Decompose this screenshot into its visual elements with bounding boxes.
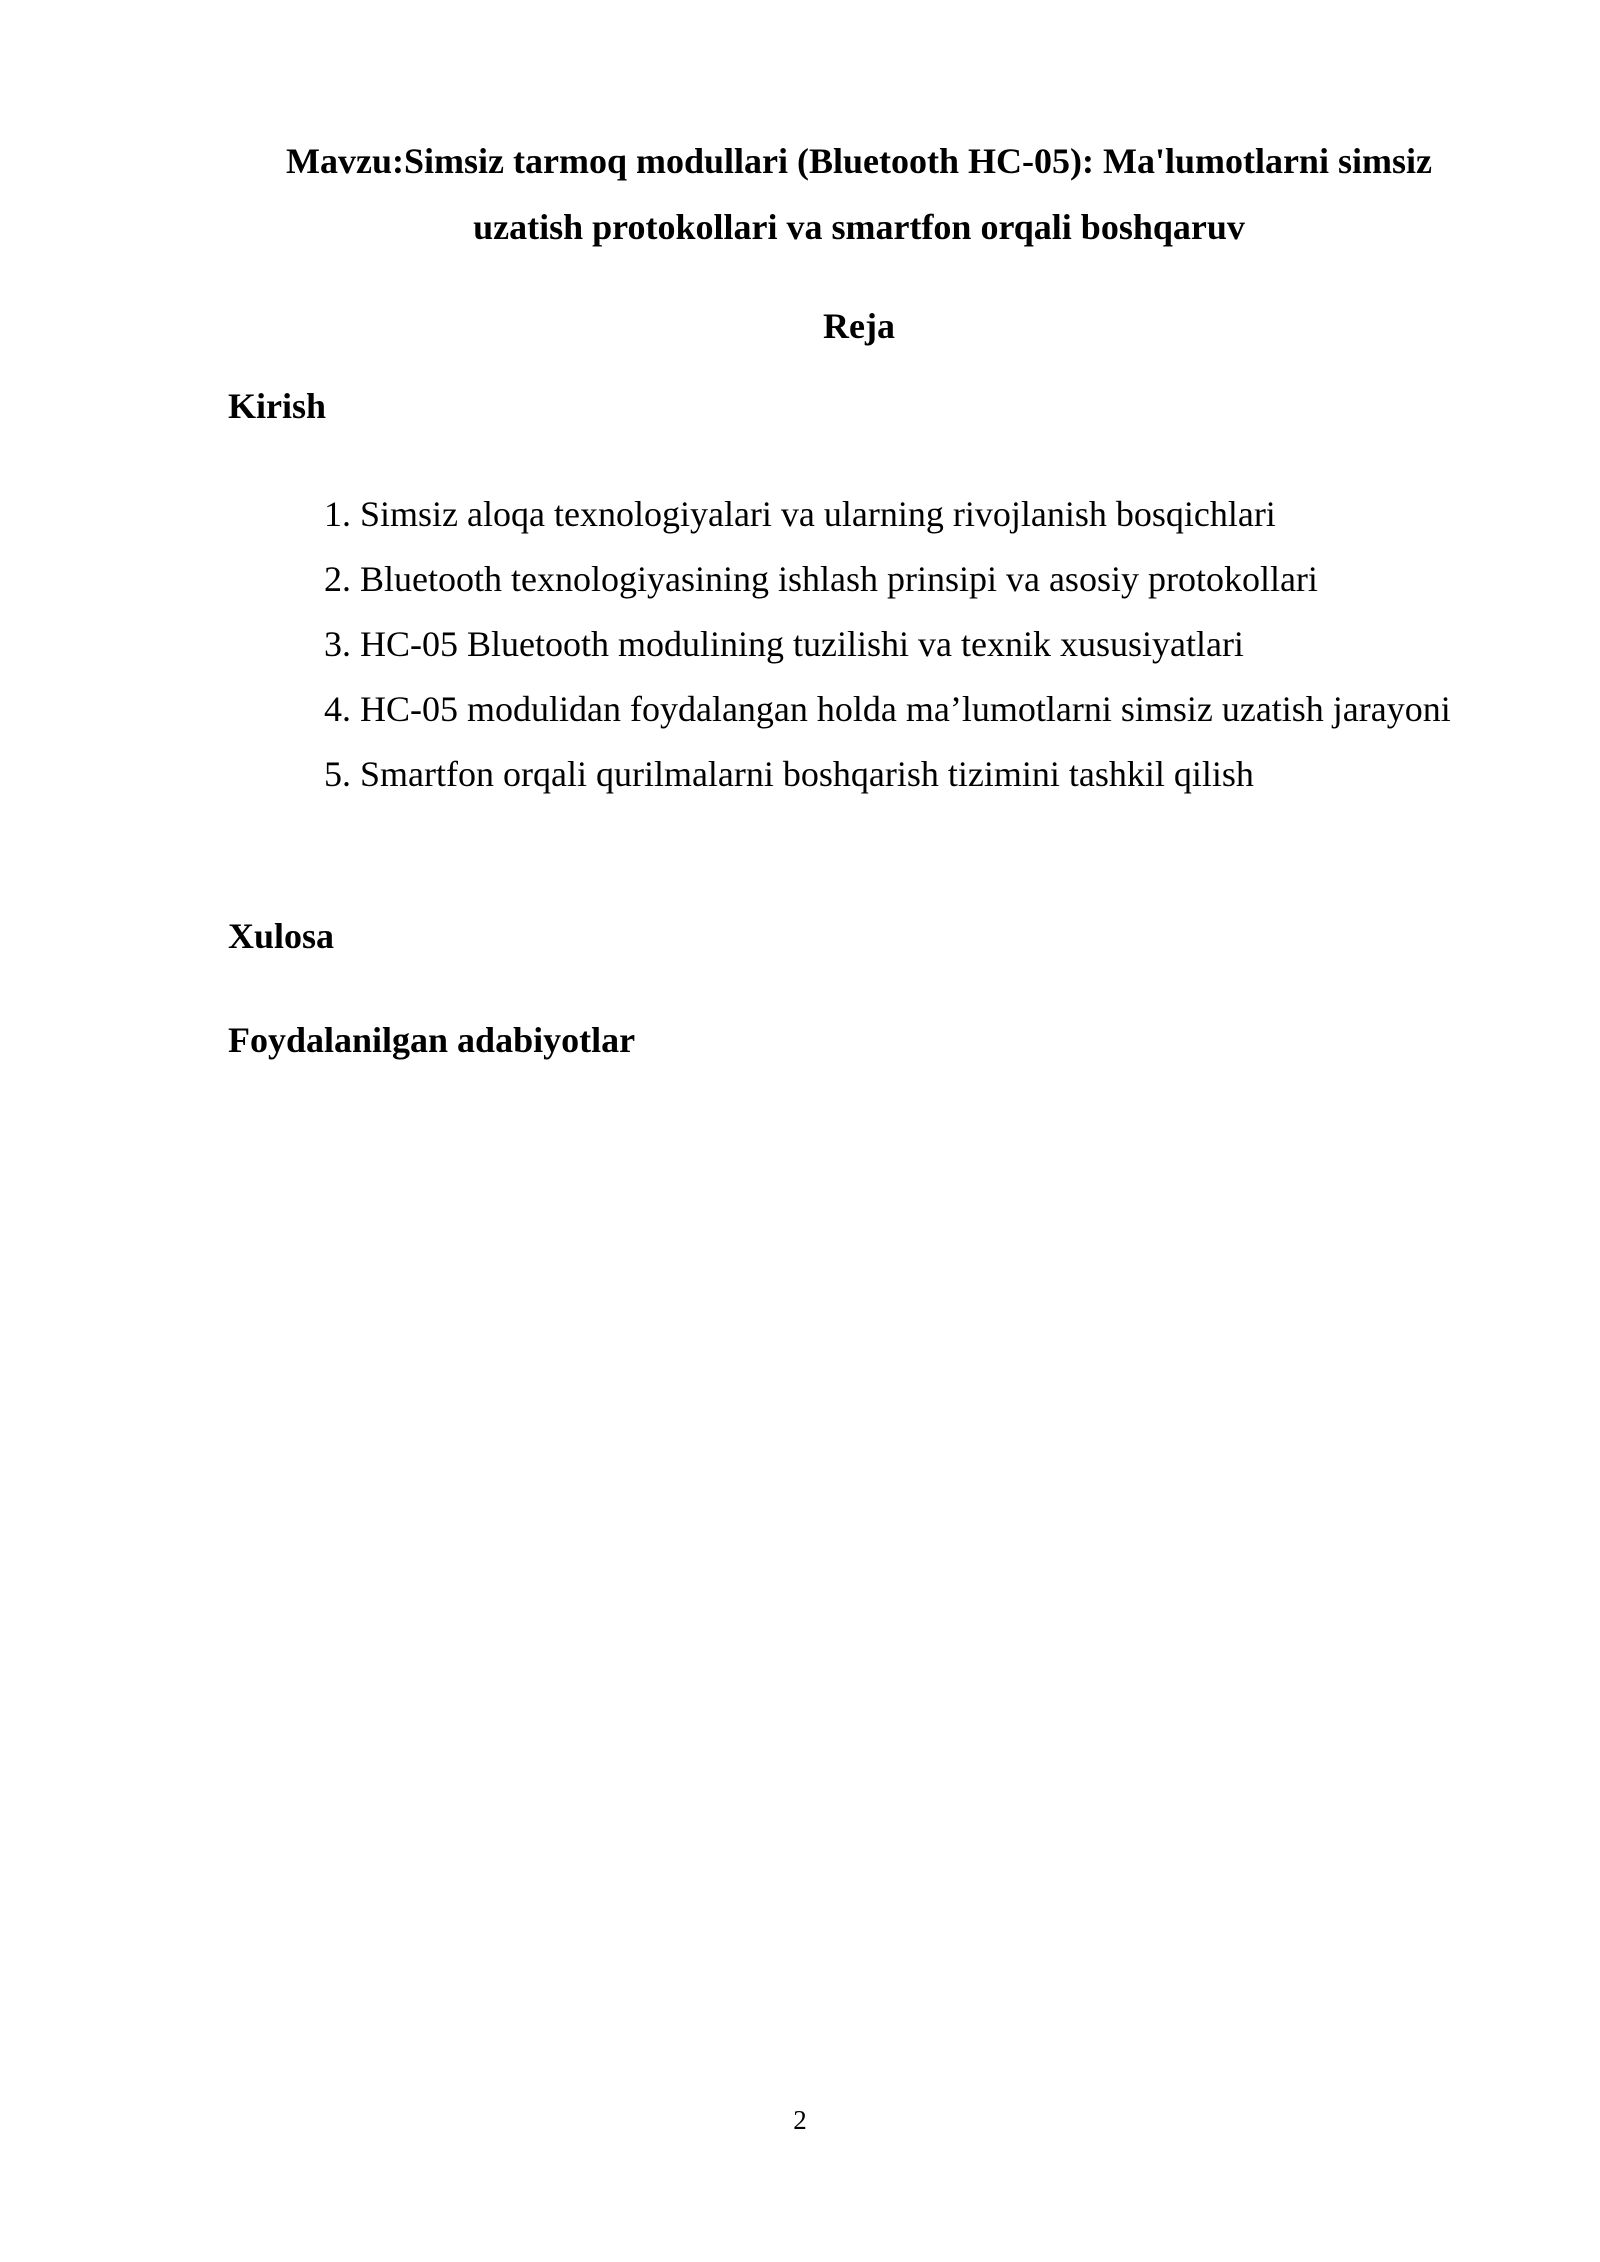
plan-item-3: 3. HC-05 Bluetooth modulining tuzilishi va texnik xususiyatlari: [324, 624, 1244, 664]
intro-heading: Kirish: [228, 386, 327, 426]
plan-item-2: 2. Bluetooth texnologiyasining ishlash prinsipi va asosiy protokollari: [324, 559, 1318, 599]
plan-item-1: 1. Simsiz aloqa texnologiyalari va ularning rivojlanish bosqichlari: [324, 494, 1276, 534]
page-number: 2: [793, 2105, 807, 2135]
references-heading: Foydalanilgan adabiyotlar: [228, 1020, 636, 1060]
document-title: [228, 128, 1490, 260]
document-title-line-1: Mavzu:Simsiz tarmoq modullari (Bluetooth HC-05): Ma'lumotlarni simsiz: [286, 141, 1432, 181]
conclusion-heading: Xulosa: [228, 916, 335, 956]
plan-heading: Reja: [823, 306, 895, 346]
document-title-line-2: uzatish protokollari va smartfon orqali boshqaruv: [473, 207, 1245, 247]
plan-list: [228, 482, 1490, 807]
plan-item-4: 4. HC-05 modulidan foydalangan holda ma’lumotlarni simsiz uzatish jarayoni: [324, 689, 1451, 729]
plan-item-5: 5. Smartfon orqali qurilmalarni boshqarish tizimini tashkil qilish: [324, 754, 1254, 794]
